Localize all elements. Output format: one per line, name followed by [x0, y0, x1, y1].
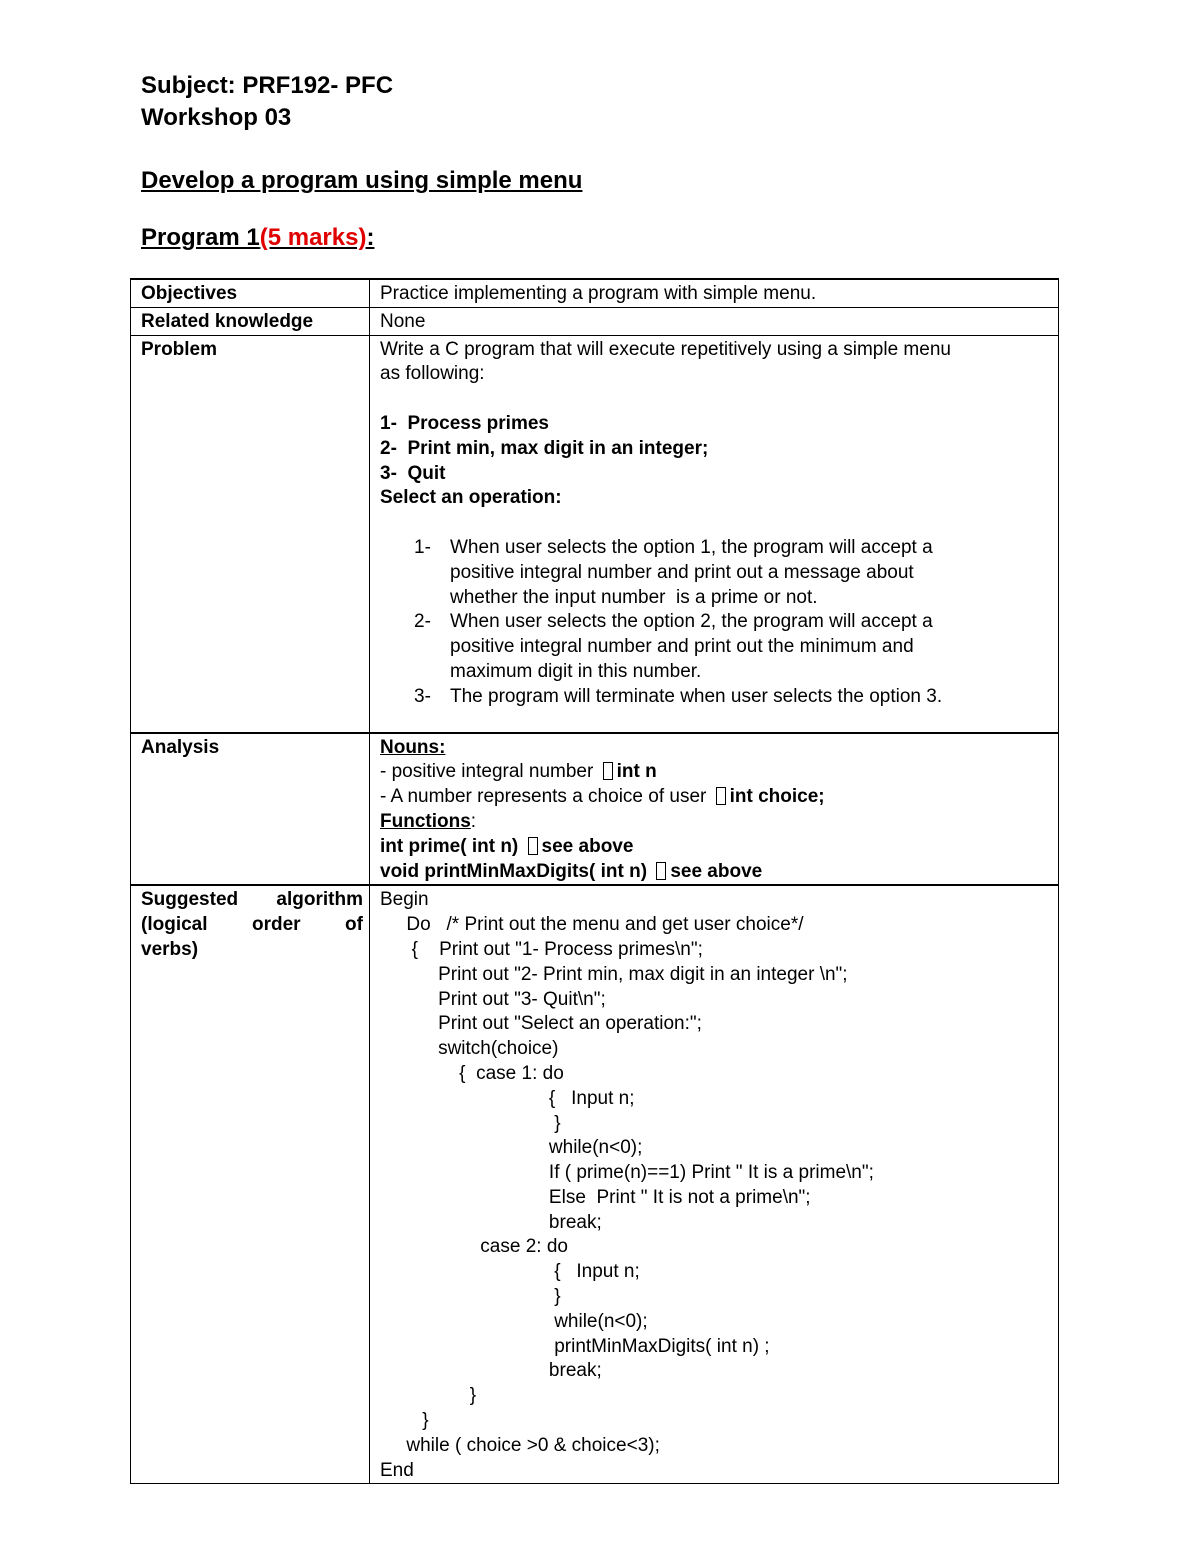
objectives-text: Practice implementing a program with simple menu.: [370, 279, 1059, 307]
pseudocode-line: Print out "3- Quit\n";: [380, 988, 606, 1010]
row-algorithm: [131, 885, 1059, 1484]
function-signature: int prime( int n): [380, 835, 524, 857]
arrow-placeholder-icon: [656, 862, 666, 880]
pseudocode-line: Begin: [380, 889, 429, 911]
analysis-content: [370, 733, 1059, 886]
pseudocode-line: while(n<0);: [380, 1137, 643, 1159]
program-colon: :: [366, 224, 375, 251]
requirement-line: positive integral number and print out a message about: [450, 561, 914, 583]
nouns-title: Nouns:: [380, 736, 446, 758]
functions-colon: :: [470, 810, 477, 832]
analysis-label: Analysis: [131, 733, 370, 886]
function-note: see above: [541, 835, 634, 857]
algorithm-label-line: (logical order of: [141, 914, 363, 936]
noun-description: - positive integral number: [380, 761, 599, 783]
pseudocode-line: Else Print " It is not a prime\n";: [380, 1186, 811, 1208]
workshop-table: [130, 278, 1059, 1484]
requirement-line: maximum digit in this number.: [450, 660, 702, 682]
pseudocode-line: case 2: do: [380, 1236, 568, 1258]
requirement-number: 2-: [414, 611, 431, 633]
pseudocode-line: }: [380, 1286, 561, 1308]
pseudocode-line: If ( prime(n)==1) Print " It is a prime\n";: [380, 1162, 874, 1184]
problem-intro-line: as following:: [380, 363, 485, 385]
row-objectives: [131, 279, 1059, 307]
problem-intro-line: Write a C program that will execute repetitively using a simple menu: [380, 338, 951, 360]
requirement-item: [380, 685, 1052, 710]
related-knowledge-text: None: [370, 307, 1059, 335]
pseudocode-line: Print out "Select an operation:";: [380, 1013, 702, 1035]
problem-content: [370, 335, 1059, 732]
algorithm-label-line: Suggested algorithm: [141, 889, 363, 911]
row-problem: [131, 335, 1059, 732]
row-analysis: [131, 733, 1059, 886]
requirement-line: When user selects the option 2, the program will accept a: [450, 611, 933, 633]
noun-line: [380, 760, 1052, 785]
problem-label: Problem: [131, 335, 370, 732]
menu-option: 2- Print min, max digit in an integer;: [380, 437, 709, 459]
program-heading: [141, 224, 374, 252]
arrow-placeholder-icon: [528, 837, 538, 855]
noun-variable: int choice;: [729, 786, 825, 808]
pseudocode-line: printMinMaxDigits( int n) ;: [380, 1335, 770, 1357]
requirement-number: 1-: [414, 536, 431, 558]
program-marks: (5 marks): [259, 224, 367, 251]
workshop-heading: Workshop 03: [141, 104, 292, 131]
pseudocode-line: { Input n;: [380, 1261, 640, 1283]
arrow-placeholder-icon: [716, 787, 726, 805]
pseudocode-line: { Print out "1- Process primes\n";: [380, 938, 703, 960]
function-signature: void printMinMaxDigits( int n): [380, 860, 653, 882]
arrow-placeholder-icon: [603, 762, 613, 780]
subject-heading: Subject: PRF192- PFC: [141, 72, 394, 99]
requirement-line: The program will terminate when user selects the option 3.: [450, 685, 943, 707]
noun-variable: int n: [616, 761, 657, 783]
noun-line: [380, 785, 1052, 810]
functions-title-line: [380, 810, 1052, 835]
menu-option: 3- Quit: [380, 462, 446, 484]
requirement-line: whether the input number is a prime or not.: [450, 586, 818, 608]
program-title: Program 1: [141, 224, 260, 251]
row-related-knowledge: [131, 307, 1059, 335]
menu-prompt: Select an operation:: [380, 487, 562, 509]
requirement-item: [380, 536, 1052, 610]
task-heading: Develop a program using simple menu: [141, 167, 583, 194]
algorithm-label: [131, 885, 370, 1484]
pseudocode-line: break;: [380, 1211, 602, 1233]
pseudocode-line: { Input n;: [380, 1087, 635, 1109]
pseudocode-line: Print out "2- Print min, max digit in an integer \n";: [380, 963, 848, 985]
requirement-list: [380, 536, 1052, 710]
requirement-line: When user selects the option 1, the program will accept a: [450, 536, 933, 558]
function-line: [380, 835, 1052, 860]
requirement-item: [380, 610, 1052, 684]
pseudocode-line: { case 1: do: [380, 1062, 564, 1084]
pseudocode-line: break;: [380, 1360, 602, 1382]
pseudocode-line: }: [380, 1410, 429, 1432]
requirement-line: positive integral number and print out the minimum and: [450, 636, 914, 658]
function-note: see above: [670, 860, 763, 882]
pseudocode-line: Do /* Print out the menu and get user choice*/: [380, 914, 804, 936]
pseudocode-line: while(n<0);: [380, 1310, 648, 1332]
pseudocode-line: End: [380, 1459, 414, 1481]
pseudocode-line: }: [380, 1385, 477, 1407]
function-line: [380, 860, 1052, 885]
algorithm-label-line: verbs): [141, 938, 199, 960]
related-knowledge-label: Related knowledge: [131, 307, 370, 335]
noun-description: - A number represents a choice of user: [380, 786, 712, 808]
pseudocode-line: while ( choice >0 & choice<3);: [380, 1434, 660, 1456]
objectives-label: Objectives: [131, 279, 370, 307]
pseudocode-line: }: [380, 1112, 561, 1134]
pseudocode-line: switch(choice): [380, 1038, 559, 1060]
functions-title: Functions: [380, 810, 471, 832]
menu-option: 1- Process primes: [380, 412, 549, 434]
algorithm-pseudocode: [370, 885, 1059, 1484]
requirement-number: 3-: [414, 685, 431, 707]
